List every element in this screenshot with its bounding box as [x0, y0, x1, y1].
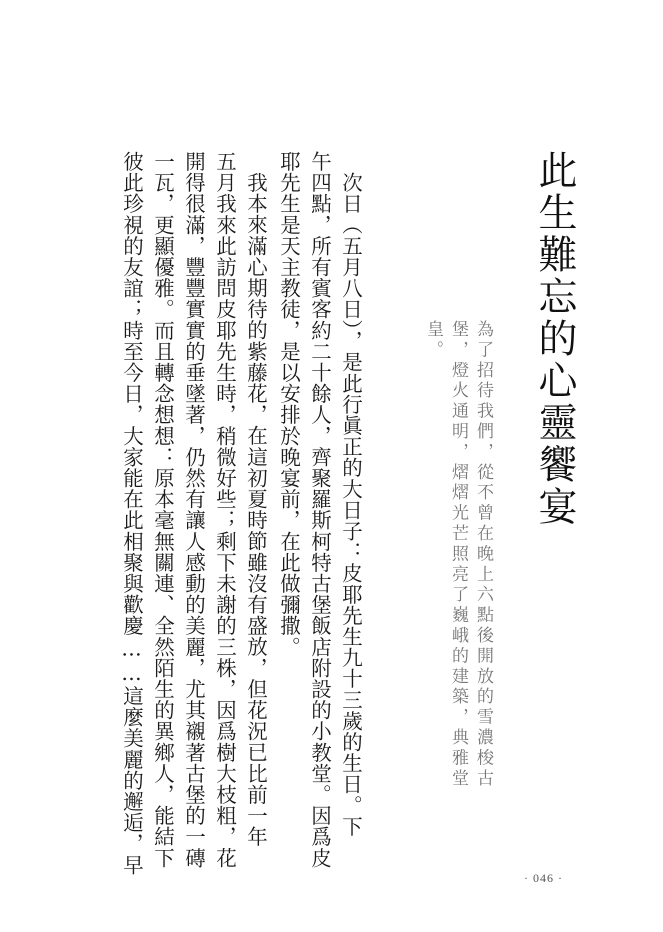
body-line-1: 次日（五月八日），是此行眞正的大日子：皮耶先生九十三歲的生日。下 [338, 172, 363, 837]
body-line-6: 開得很滿，豐豐實實的垂墜著，仍然有讓人感動的美麗，尤其襯著古堡的一磚 [181, 151, 206, 869]
body-line-8: 彼此珍視的友誼；時至今日，大家能在此相聚與歡慶……這麼美麗的邂逅，早 [119, 151, 144, 876]
subtitle-line-3: 皇。 [423, 320, 443, 361]
chapter-title: 此生難忘的心靈饗宴 [532, 150, 577, 528]
body-line-2: 午四點，所有賓客約二十餘人，齊聚羅斯柯特古堡飯店附設的小教堂。因爲皮 [307, 151, 332, 869]
subtitle-line-2: 堡，燈火通明，熠熠光芒照亮了巍峨的建築，典雅堂 [448, 320, 468, 790]
body-line-3: 耶先生是天主教徒，是以安排於晚宴前，在此做彌撒。 [276, 151, 301, 658]
body-line-4: 我本來滿心期待的紫藤花，在這初夏時節雖沒有盛放，但花況已比前一年 [243, 172, 268, 848]
body-line-7: 一瓦，更顯優雅。而且轉念想想：原本毫無關連、全然陌生的異鄉人，能結下 [150, 151, 175, 869]
subtitle-line-1: 為了招待我們，從不曾在晚上六點後開放的雪濃梭古 [473, 320, 493, 790]
page-number: · 046 · [524, 871, 563, 885]
body-line-5: 五月我來此訪問皮耶先生時，稍微好些；剩下未謝的三株，因爲樹大枝粗，花 [212, 151, 237, 869]
